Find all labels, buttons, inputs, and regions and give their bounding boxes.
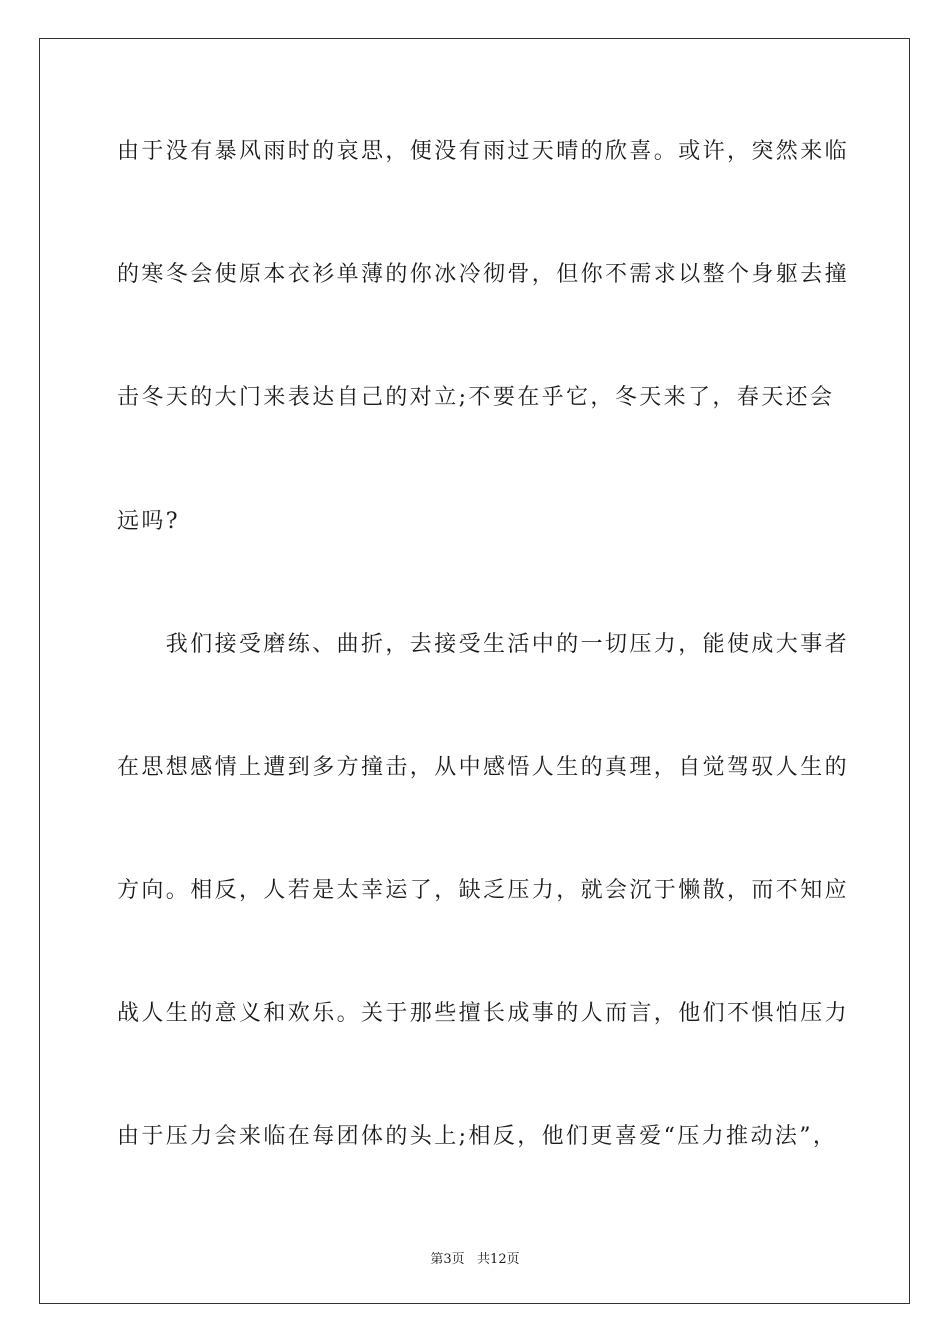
text-line-4: 远吗?	[117, 509, 180, 534]
text-line-7: 方向。相反，人若是太幸运了，缺乏压力，就会沉于懒散，而不知应	[117, 878, 850, 903]
text-line-1: 由于没有暴风雨时的哀思，便没有雨过天晴的欣喜。或许，突然来临	[117, 139, 850, 164]
text-line-5: 我们接受磨练、曲折，去接受生活中的一切压力，能使成大事者	[117, 632, 850, 657]
page-number-footer: 第3页 共12页	[430, 1252, 520, 1267]
text-line-3: 击冬天的大门来表达自己的对立;不要在乎它，冬天来了，春天还会	[117, 385, 835, 410]
page-border	[39, 38, 910, 1304]
text-line-9: 由于压力会来临在每团体的头上;相反，他们更喜爱“压力推动法”，	[117, 1124, 838, 1149]
text-line-8: 战人生的意义和欢乐。关于那些擅长成事的人而言，他们不惧怕压力	[117, 1001, 850, 1026]
text-line-6: 在思想感情上遭到多方撞击，从中感悟人生的真理，自觉驾驭人生的	[117, 755, 850, 780]
text-line-2: 的寒冬会使原本衣衫单薄的你冰冷彻骨，但你不需求以整个身躯去撞	[117, 262, 850, 287]
